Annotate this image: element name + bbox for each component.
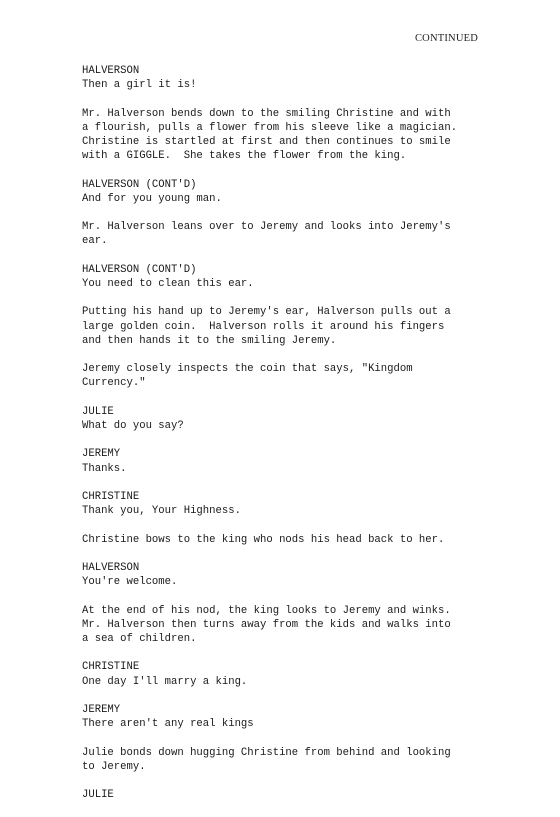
dialogue-line: And for you young man. (82, 192, 222, 205)
dialogue-block (82, 788, 482, 802)
action-line: large golden coin. Halverson rolls it around his fingers (82, 320, 445, 333)
dialogue-line: What do you say? (82, 419, 184, 432)
character-name: JULIE (82, 405, 114, 418)
action-line: a sea of children. (82, 632, 197, 645)
action-line: Julie bonds down hugging Christine from behind and looking (82, 746, 451, 759)
character-name: HALVERSON (CONT'D) (82, 263, 197, 276)
action-line: At the end of his nod, the king looks to Jeremy and winks. (82, 604, 451, 617)
character-name: CHRISTINE (82, 661, 140, 674)
dialogue-line: There aren't any real kings (82, 718, 254, 731)
action-block (82, 533, 482, 547)
dialogue-block (82, 405, 482, 433)
dialogue-block (82, 490, 482, 518)
character-name: HALVERSON (CONT'D) (82, 178, 197, 191)
action-line: with a GIGGLE. She takes the flower from the king. (82, 150, 407, 163)
action-line: and then hands it to the smiling Jeremy. (82, 334, 337, 347)
dialogue-line: Thank you, Your Highness. (82, 505, 241, 518)
dialogue-block (82, 64, 482, 92)
dialogue-line: One day I'll marry a king. (82, 675, 248, 688)
action-block (82, 604, 482, 647)
dialogue-line: You need to clean this ear. (82, 277, 254, 290)
action-line: Jeremy closely inspects the coin that says, "Kingdom (82, 363, 413, 376)
dialogue-block (82, 263, 482, 291)
dialogue-block (82, 660, 482, 688)
dialogue-block (82, 178, 482, 206)
dialogue-line: Thanks. (82, 462, 127, 475)
character-name: JEREMY (82, 448, 121, 461)
dialogue-block (82, 703, 482, 731)
action-line: Putting his hand up to Jeremy's ear, Halverson pulls out a (82, 306, 451, 319)
action-block (82, 362, 482, 390)
action-line: Mr. Halverson then turns away from the kids and walks into (82, 618, 451, 631)
character-name: JULIE (82, 789, 114, 802)
action-line: ear. (82, 235, 108, 248)
character-name: HALVERSON (82, 561, 140, 574)
action-line: Currency." (82, 377, 146, 390)
action-block (82, 107, 482, 164)
action-line: Christine bows to the king who nods his head back to her. (82, 533, 445, 546)
action-block (82, 220, 482, 248)
character-name: JEREMY (82, 703, 121, 716)
action-block (82, 746, 482, 774)
action-line: Mr. Halverson leans over to Jeremy and looks into Jeremy's (82, 221, 451, 234)
dialogue-block (82, 561, 482, 589)
action-line: a flourish, pulls a flower from his sleeve like a magician. (82, 121, 458, 134)
action-line: Mr. Halverson bends down to the smiling Christine and with (82, 107, 451, 120)
dialogue-block (82, 447, 482, 475)
action-line: Christine is startled at first and then continues to smile (82, 136, 451, 148)
continued-label: CONTINUED (414, 33, 478, 44)
dialogue-line: Then a girl it is! (82, 79, 197, 92)
action-line: to Jeremy. (82, 760, 146, 773)
action-block (82, 305, 482, 348)
dialogue-line: You're welcome. (82, 576, 178, 589)
character-name: HALVERSON (82, 65, 140, 77)
script-body (82, 64, 482, 817)
character-name: CHRISTINE (82, 490, 140, 503)
